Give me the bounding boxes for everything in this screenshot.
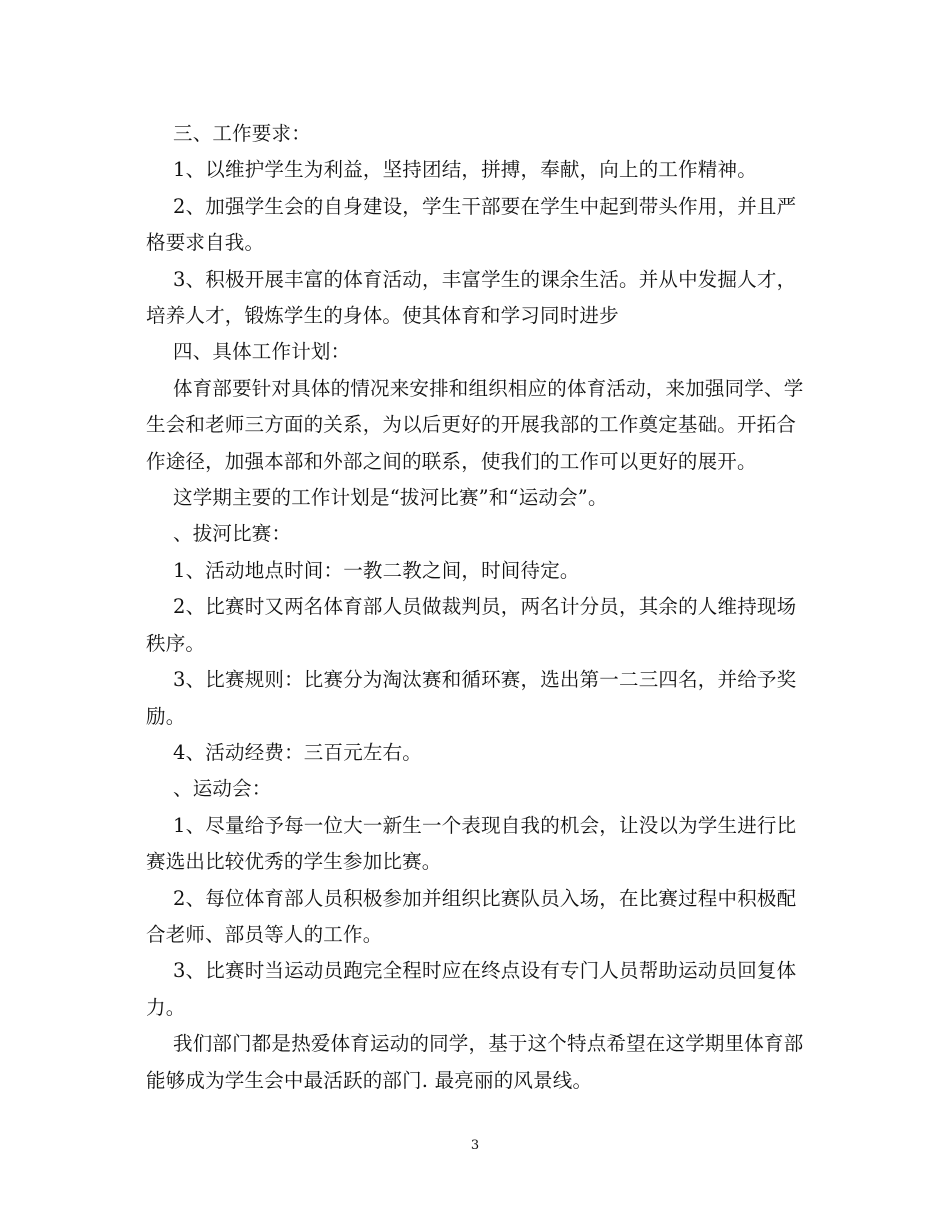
closing-paragraph: 我们部门都是热爱体育运动的同学，基于这个特点希望在这学期里体育部能够成为学生会中最活跃的部门. 最亮丽的风景线。 [146, 1032, 804, 1092]
paragraph: 4、活动经费：三百元左右。 [173, 740, 423, 764]
section-heading-work-requirements: 三、工作要求： [173, 122, 311, 145]
paragraph: 2、加强学生会的自身建设，学生干部要在学生中起到带头作用，并且严格要求自我。 [146, 194, 797, 255]
section-heading-work-plan: 四、具体工作计划： [173, 340, 351, 364]
paragraph: 体育部要针对具体的情况来安排和组织相应的体育活动，来加强同学、学生会和老师三方面的关系，为以后更好的开展我部的工作奠定基础。开拓合作途径，加强本部和外部之间的联系，使我们的工作可以更好的展开。 [146, 376, 804, 473]
paragraph: 2、比赛时又两名体育部人员做裁判员，两名计分员，其余的人维持现场秩序。 [146, 595, 797, 655]
paragraph: 1、尽量给予每一位大一新生一个表现自我的机会，让没以为学生进行比赛选出比较优秀的学生参加比赛。 [146, 813, 797, 874]
page-number: 3 [470, 1138, 480, 1153]
paragraph: 2、每位体育部人员积极参加并组织比赛队员入场，在比赛过程中积极配合老师、部员等人的工作。 [146, 886, 797, 946]
paragraph: 这学期主要的工作计划是“拔河比赛”和“运动会”。 [173, 486, 608, 510]
paragraph: 1、以维护学生为利益，坚持团结，拼搏，奉献，向上的工作精神。 [173, 158, 757, 182]
paragraph: 3、比赛规则：比赛分为淘汰赛和循环赛，选出第一二三四名，并给予奖励。 [146, 668, 797, 728]
paragraph: 1、活动地点时间：一教二教之间，时间待定。 [173, 558, 580, 582]
paragraph: 3、积极开展丰富的体育活动，丰富学生的课余生活。并从中发掘人才，培养人才，锻炼学生的身体。使其体育和学习同时进步 [146, 267, 797, 328]
document-body [146, 116, 806, 1099]
paragraph: 3、比赛时当运动员跑完全程时应在终点设有专门人员帮助运动员回复体力。 [146, 959, 797, 1019]
subheading-sports-meet: 、运动会： [173, 777, 272, 801]
subheading-tug-of-war: 、拔河比赛： [173, 522, 292, 546]
